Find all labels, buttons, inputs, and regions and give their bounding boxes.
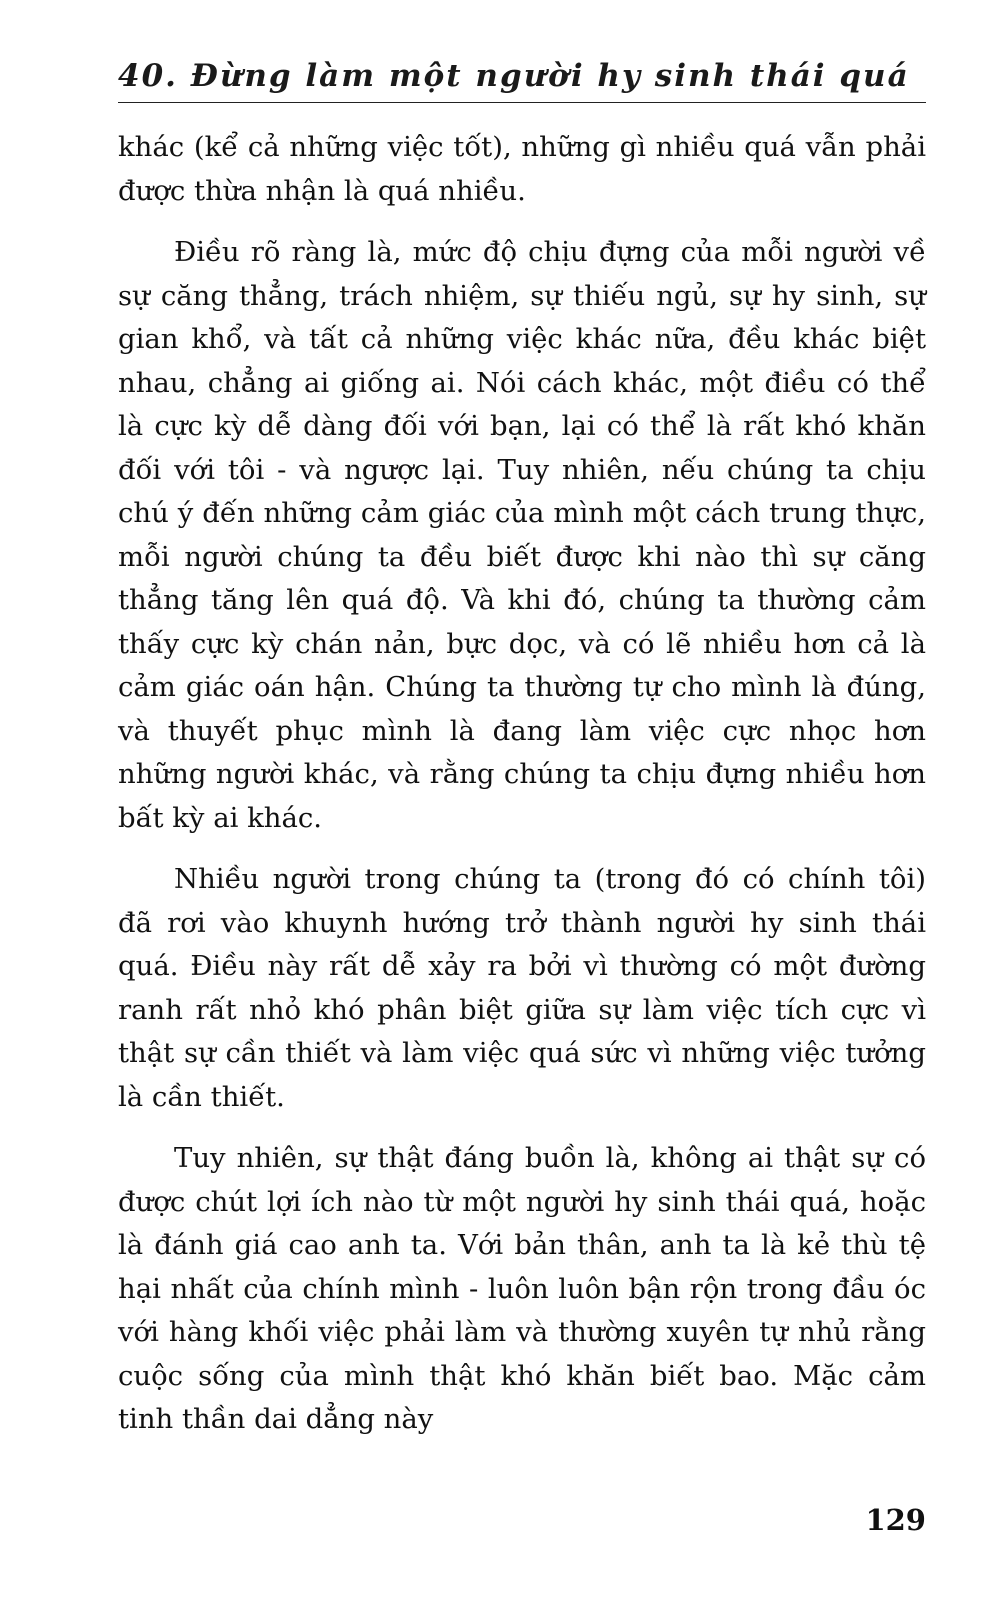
paragraph: Tuy nhiên, sự thật đáng buồn là, không ai thật sự có được chút lợi ích nào từ một người hy sinh thái quá, hoặc là đánh giá cao anh ta. Với bản thân, anh ta là kẻ thù tệ hại nhất của chính mình - luôn luôn bận rộn trong đầu óc với hàng khối việc phải làm và thường xuyên tự nhủ rằng cuộc sống của mình thật khó khăn biết bao. Mặc cảm tinh thần dai dẳng này [118,1142,926,1435]
paragraph: Điều rõ ràng là, mức độ chịu đựng của mỗi người về sự căng thẳng, trách nhiệm, sự thiếu ngủ, sự hy sinh, sự gian khổ, và tất cả những việc khác nữa, đều khác biệt nhau, chẳng ai giống ai. Nói cách khác, một điều có thể là cực kỳ dễ dàng đối với bạn, lại có thể là rất khó khăn đối với tôi - và ngược lại. Tuy nhiên, nếu chúng ta chịu chú ý đến những cảm giác của mình một cách trung thực, mỗi người chúng ta đều biết được khi nào thì sự căng thẳng tăng lên quá độ. Và khi đó, chúng ta thường cảm thấy cực kỳ chán nản, bực dọc, và có lẽ nhiều hơn cả là cảm giác oán hận. Chúng ta thường tự cho mình là đúng, và thuyết phục mình là đang làm việc cực nhọc hơn những người khác, và rằng chúng ta chịu đựng nhiều hơn bất kỳ ai khác. [118,236,926,834]
header-divider [118,102,926,103]
body-text [118,126,926,1442]
paragraph-continued: khác (kể cả những việc tốt), những gì nhiều quá vẫn phải được thừa nhận là quá nhiều. [118,131,926,207]
paragraph: Nhiều người trong chúng ta (trong đó có chính tôi) đã rơi vào khuynh hướng trở thành người hy sinh thái quá. Điều này rất dễ xảy ra bởi vì thường có một đường ranh rất nhỏ khó phân biệt giữa sự làm việc tích cực vì thật sự cần thiết và làm việc quá sức vì những việc tưởng là cần thiết. [118,863,926,1113]
page-number: 129 [865,1503,926,1537]
chapter-running-header: 40. Đừng làm một người hy sinh thái quá [118,58,910,94]
